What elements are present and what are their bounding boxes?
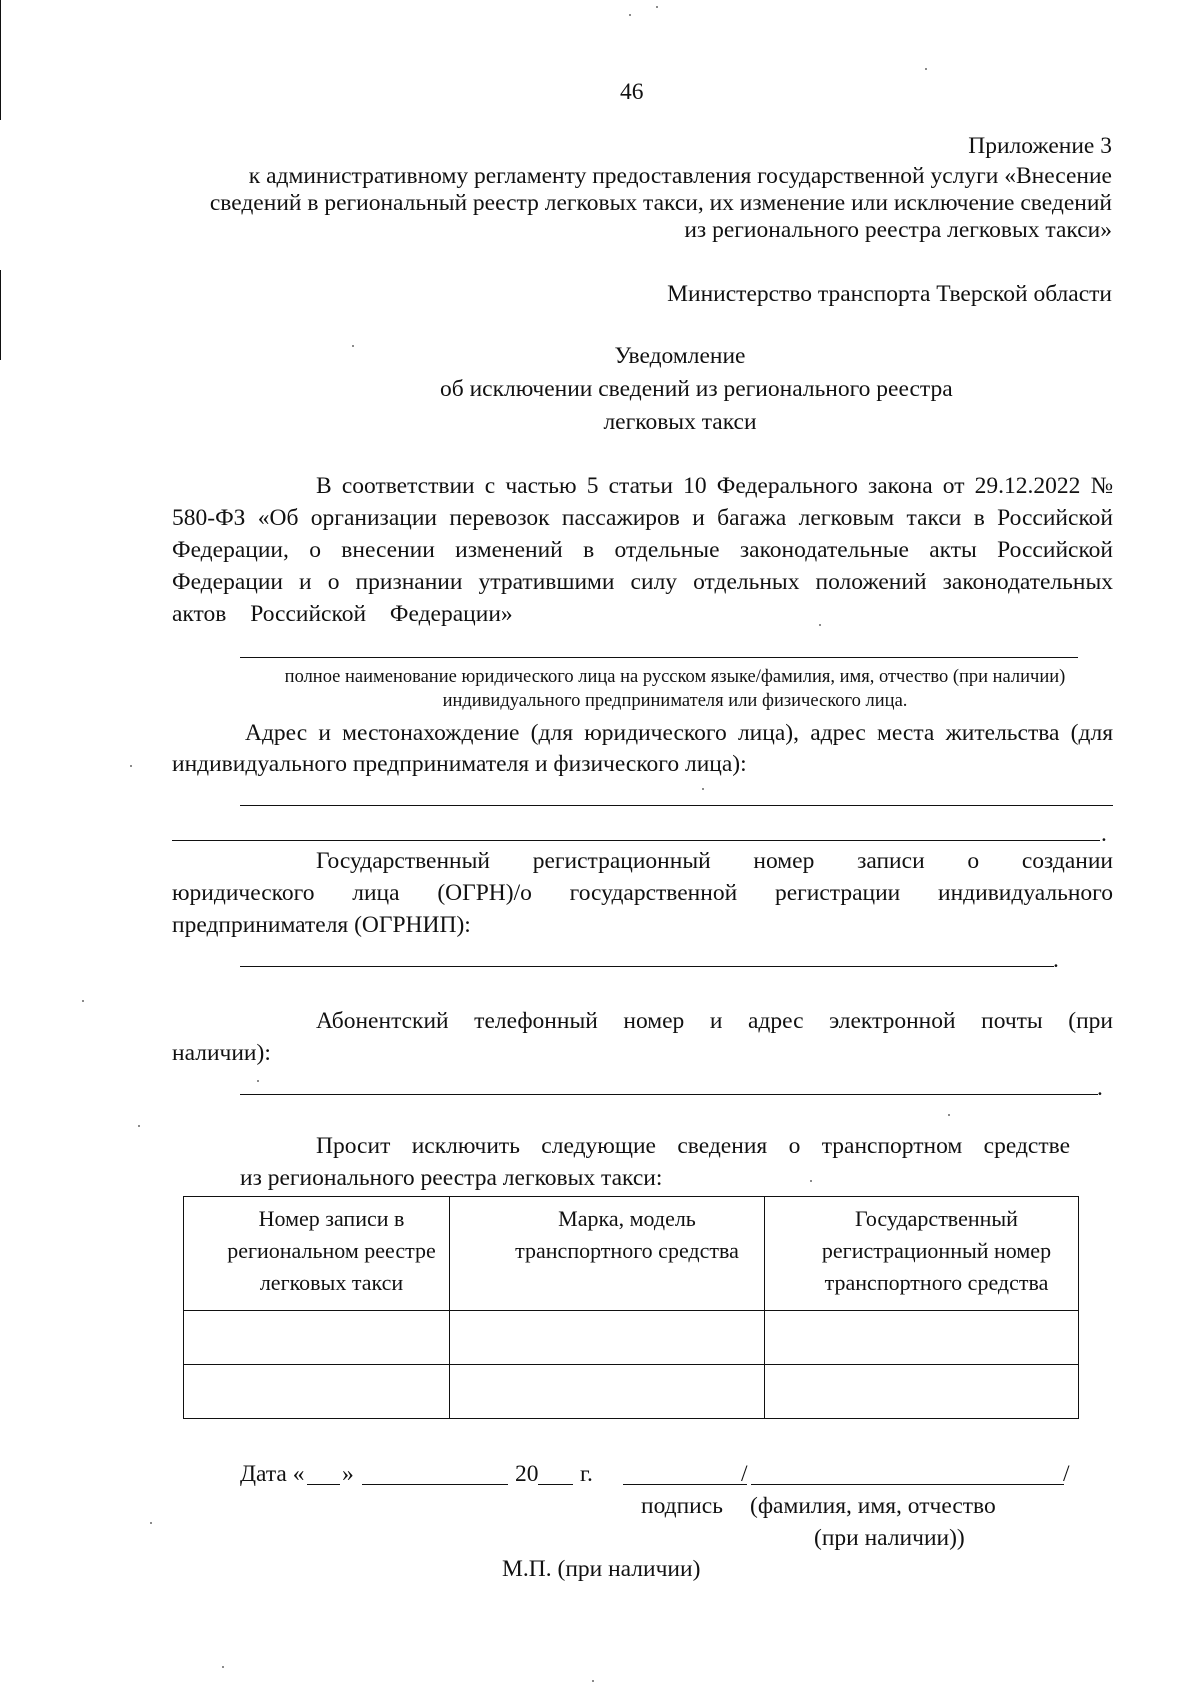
appendix-line: сведений в региональный реестр легковых такси, их изменение или исключение сведений [209, 190, 1112, 216]
header-text: транспортного средства [824, 1270, 1049, 1295]
header-text: Номер записи в [258, 1206, 405, 1231]
scan-speck [82, 1000, 84, 1002]
ogrn-label: Государственный регистрационный номер записи о создании [316, 848, 1113, 874]
header-text: Марка, модель [558, 1206, 696, 1231]
table-cell[interactable] [184, 1311, 450, 1365]
date-label: Дата « [240, 1461, 305, 1487]
signature-field [623, 1484, 747, 1485]
scan-speck [130, 765, 132, 767]
header-text: регистрационный номер [821, 1238, 1052, 1263]
scan-speck [702, 788, 704, 790]
table-cell[interactable] [184, 1365, 450, 1419]
contact-label: Абонентский телефонный номер и адрес электронной почты (при [316, 1008, 1113, 1034]
contact-field-line [240, 1094, 1098, 1095]
scan-edge-line [0, 270, 1, 360]
signature-caption: подпись [641, 1493, 723, 1519]
address-label: Адрес и местонахождение (для юридического лица), адрес места жительства (для [245, 720, 1113, 746]
address-label: индивидуального предпринимателя и физического лица): [172, 751, 747, 777]
year-prefix: 20 [515, 1461, 539, 1487]
full-name-signature-field [751, 1484, 1064, 1485]
heading-line: Уведомление [614, 343, 746, 369]
heading-line: легковых такси [603, 409, 757, 435]
table-header-cell [765, 1197, 1079, 1311]
year-suffix: г. [580, 1461, 593, 1487]
table-header-cell [184, 1197, 450, 1311]
header-text: Государственный [855, 1206, 1018, 1231]
request-label: из регионального реестра легковых такси: [240, 1165, 663, 1191]
scan-speck [138, 1125, 140, 1127]
contact-label: наличии): [172, 1040, 271, 1066]
full-name-caption: индивидуального предпринимателя или физического лица. [442, 691, 908, 711]
scan-speck [656, 6, 658, 8]
scan-speck [257, 1080, 259, 1082]
table-cell[interactable] [765, 1311, 1079, 1365]
request-label: Просит исключить следующие сведения о транспортном средстве [316, 1133, 1070, 1159]
date-day-field [307, 1484, 340, 1485]
addressee: Министерство транспорта Тверской области [667, 281, 1112, 307]
intro-line: 580-ФЗ «Об организации перевозок пассажиров и багажа легковым такси в Российской [172, 505, 1113, 531]
name-caption: (при наличии)) [814, 1525, 965, 1551]
vehicle-table [183, 1196, 1079, 1419]
scan-speck [150, 1522, 152, 1524]
full-name-caption: полное наименование юридического лица на русском языке/фамилия, имя, отчество (при наличии) [284, 667, 1066, 687]
table-header-row [184, 1197, 1079, 1311]
header-text: транспортного средства [515, 1238, 739, 1263]
stamp-label: М.П. (при наличии) [502, 1556, 701, 1582]
scan-speck [592, 1680, 594, 1682]
page-number: 46 [620, 79, 644, 105]
intro-line: актов Российской Федерации» [172, 601, 513, 627]
scan-speck [222, 1666, 224, 1668]
ogrn-label: предпринимателя (ОГРНИП): [172, 912, 471, 938]
header-text: региональном реестре [227, 1238, 436, 1263]
intro-line: Федерации, о внесении изменений в отдельные законодательные акты Российской [172, 537, 1113, 563]
appendix-line: из регионального реестра легковых такси» [684, 217, 1112, 243]
table-header-cell [450, 1197, 765, 1311]
scan-speck [629, 14, 631, 16]
full-name-field-line [240, 657, 1078, 658]
ogrn-line-end: . [1053, 947, 1059, 973]
heading-line: об исключении сведений из регионального реестра [440, 376, 953, 402]
date-close-quote: » [342, 1461, 354, 1487]
scan-edge-line [0, 0, 1, 120]
intro-line: В соответствии с частью 5 статьи 10 Федерального закона от 29.12.2022 № [316, 473, 1113, 499]
intro-line: Федерации и о признании утратившими силу отдельных положений законодательных [172, 569, 1113, 595]
appendix-line: к административному регламенту предоставления государственной услуги «Внесение [248, 163, 1112, 189]
ogrn-field-line [240, 966, 1054, 967]
slash: / [741, 1461, 748, 1487]
slash: / [1063, 1461, 1070, 1487]
address-field-line [172, 840, 1100, 841]
scan-speck [925, 68, 927, 70]
table-cell[interactable] [450, 1365, 765, 1419]
scan-speck [810, 1180, 812, 1182]
date-year-field [538, 1484, 573, 1485]
appendix-title: Приложение 3 [968, 133, 1112, 159]
table-cell[interactable] [450, 1311, 765, 1365]
ogrn-label: юридического лица (ОГРН)/о государственной регистрации индивидуального [172, 880, 1113, 906]
table-row [184, 1311, 1079, 1365]
address-line-end: . [1101, 821, 1107, 847]
scan-speck [948, 1114, 950, 1116]
scan-speck [819, 624, 821, 626]
scan-speck [352, 345, 354, 347]
name-caption: (фамилия, имя, отчество [750, 1493, 996, 1519]
date-month-field [362, 1484, 508, 1485]
address-field-line [240, 805, 1113, 806]
table-cell[interactable] [765, 1365, 1079, 1419]
header-text: легковых такси [259, 1270, 404, 1295]
table-row [184, 1365, 1079, 1419]
contact-line-end: . [1097, 1075, 1103, 1101]
